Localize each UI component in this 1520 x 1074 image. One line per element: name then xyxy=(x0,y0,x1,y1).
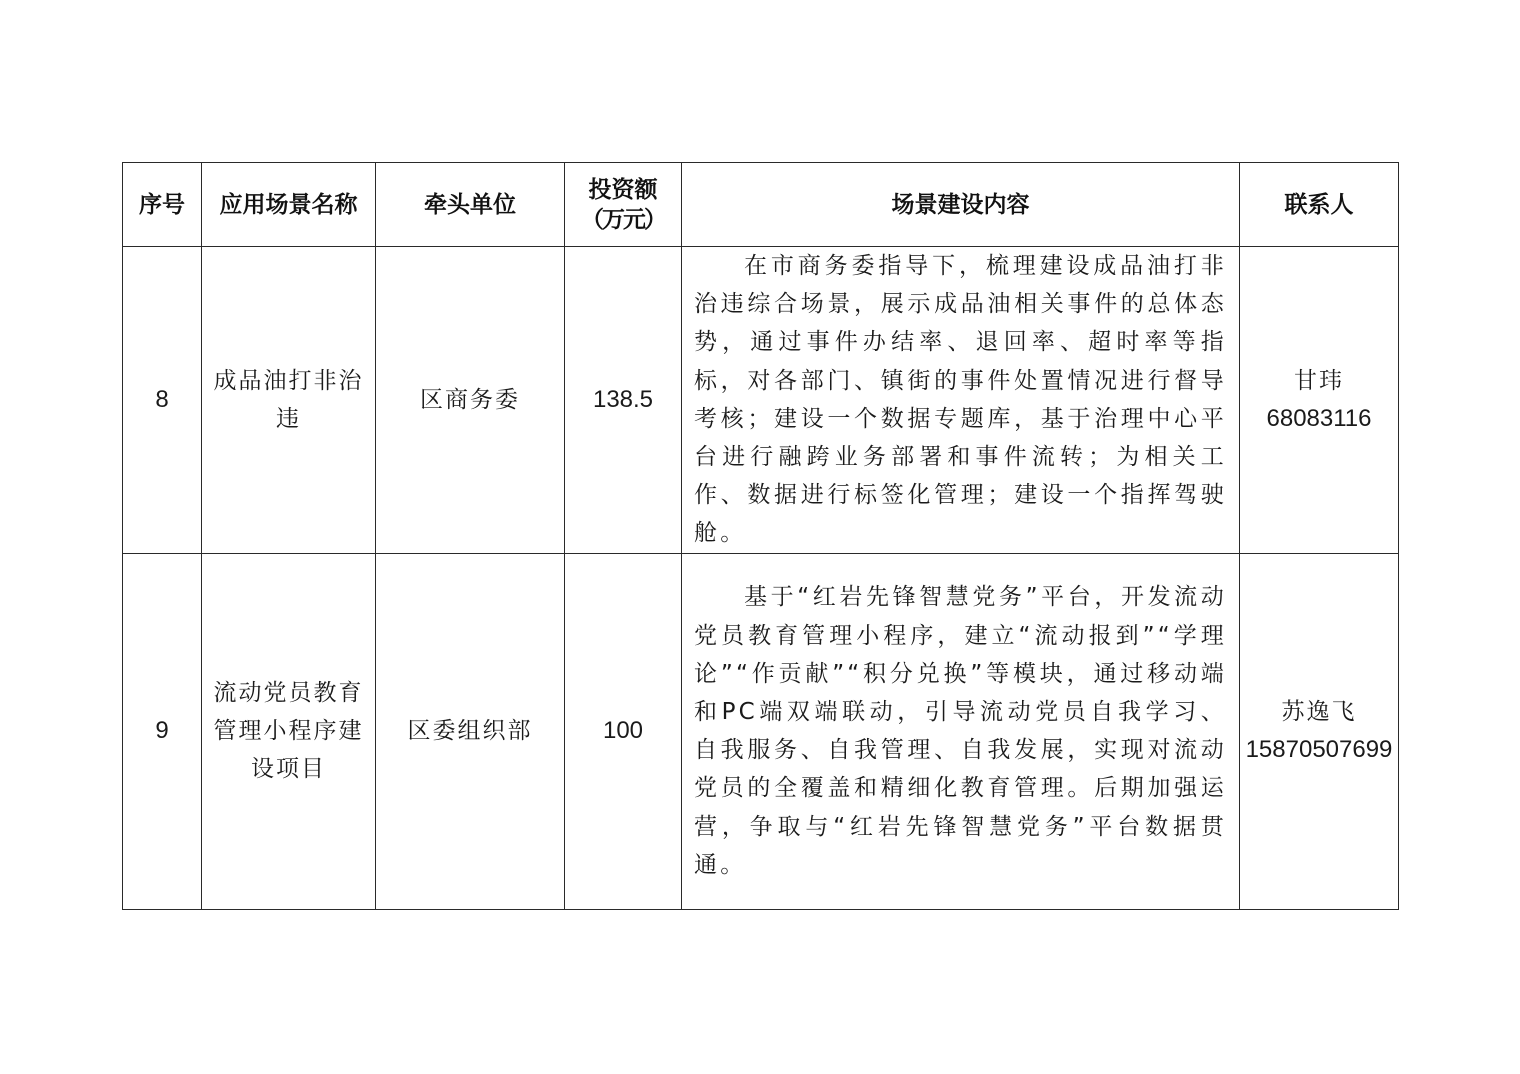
investment-value: 138.5 xyxy=(592,385,654,413)
header-lead-unit: 牵头单位 xyxy=(376,163,565,247)
contact-name: 甘玮 xyxy=(1294,367,1344,394)
row-seq xyxy=(123,247,202,554)
project-table xyxy=(122,162,1399,910)
row-content xyxy=(682,553,1240,909)
investment-value: 100 xyxy=(602,717,644,745)
content-text: 基于“红岩先锋智慧党务”平台，开发流动党员教育管理小程序，建立“流动报到”“学理论”“作贡献”“积分兑换”等模块，通过移动端和PC端双端联动，引导流动党员自我学习、自我服务、自我管理、自我发展，实现对流动党员的全覆盖和精细化教育管理。后期加强运营，争取与“红岩先锋智慧党务”平台数据贯通。 xyxy=(694,584,1227,878)
row-lead-unit xyxy=(376,553,565,909)
table-row xyxy=(123,247,1399,554)
row-scenario-name xyxy=(202,553,376,909)
row-contact xyxy=(1240,247,1399,554)
scenario-name-text: 流动党员教育管理小程序建设项目 xyxy=(213,680,364,783)
row-lead-unit xyxy=(376,247,565,554)
header-investment-line2: （万元） xyxy=(581,206,665,233)
content-text: 在市商务委指导下，梳理建设成品油打非治违综合场景，展示成品油相关事件的总体态势，通过事件办结率、退回率、超时率等指标，对各部门、镇街的事件处置情况进行督导考核；建设一个数据专题库，基于治理中心平台进行融跨业务部署和事件流转；为相关工作、数据进行标签化管理；建设一个指挥驾驶舱。 xyxy=(694,253,1227,547)
row-seq-value: 9 xyxy=(155,717,169,745)
contact-phone: 68083116 xyxy=(1266,404,1372,432)
header-scenario-name: 应用场景名称 xyxy=(202,163,376,247)
row-scenario-name xyxy=(202,247,376,554)
lead-unit-text: 区委组织部 xyxy=(407,718,533,745)
lead-unit-text: 区商务委 xyxy=(420,386,520,413)
header-investment xyxy=(565,163,682,247)
table-row xyxy=(123,553,1399,909)
row-investment xyxy=(565,247,682,554)
header-investment-line1: 投资额 xyxy=(588,176,658,203)
contact-name: 苏逸飞 xyxy=(1281,699,1357,726)
row-content xyxy=(682,247,1240,554)
table-header-row xyxy=(123,163,1399,247)
row-investment xyxy=(565,553,682,909)
row-contact xyxy=(1240,553,1399,909)
header-seq: 序号 xyxy=(123,163,202,247)
contact-phone: 15870507699 xyxy=(1245,736,1393,764)
header-content: 场景建设内容 xyxy=(682,163,1240,247)
row-seq-value: 8 xyxy=(155,385,169,413)
header-contact: 联系人 xyxy=(1240,163,1399,247)
scenario-name-text: 成品油打非治违 xyxy=(213,367,364,432)
row-seq xyxy=(123,553,202,909)
